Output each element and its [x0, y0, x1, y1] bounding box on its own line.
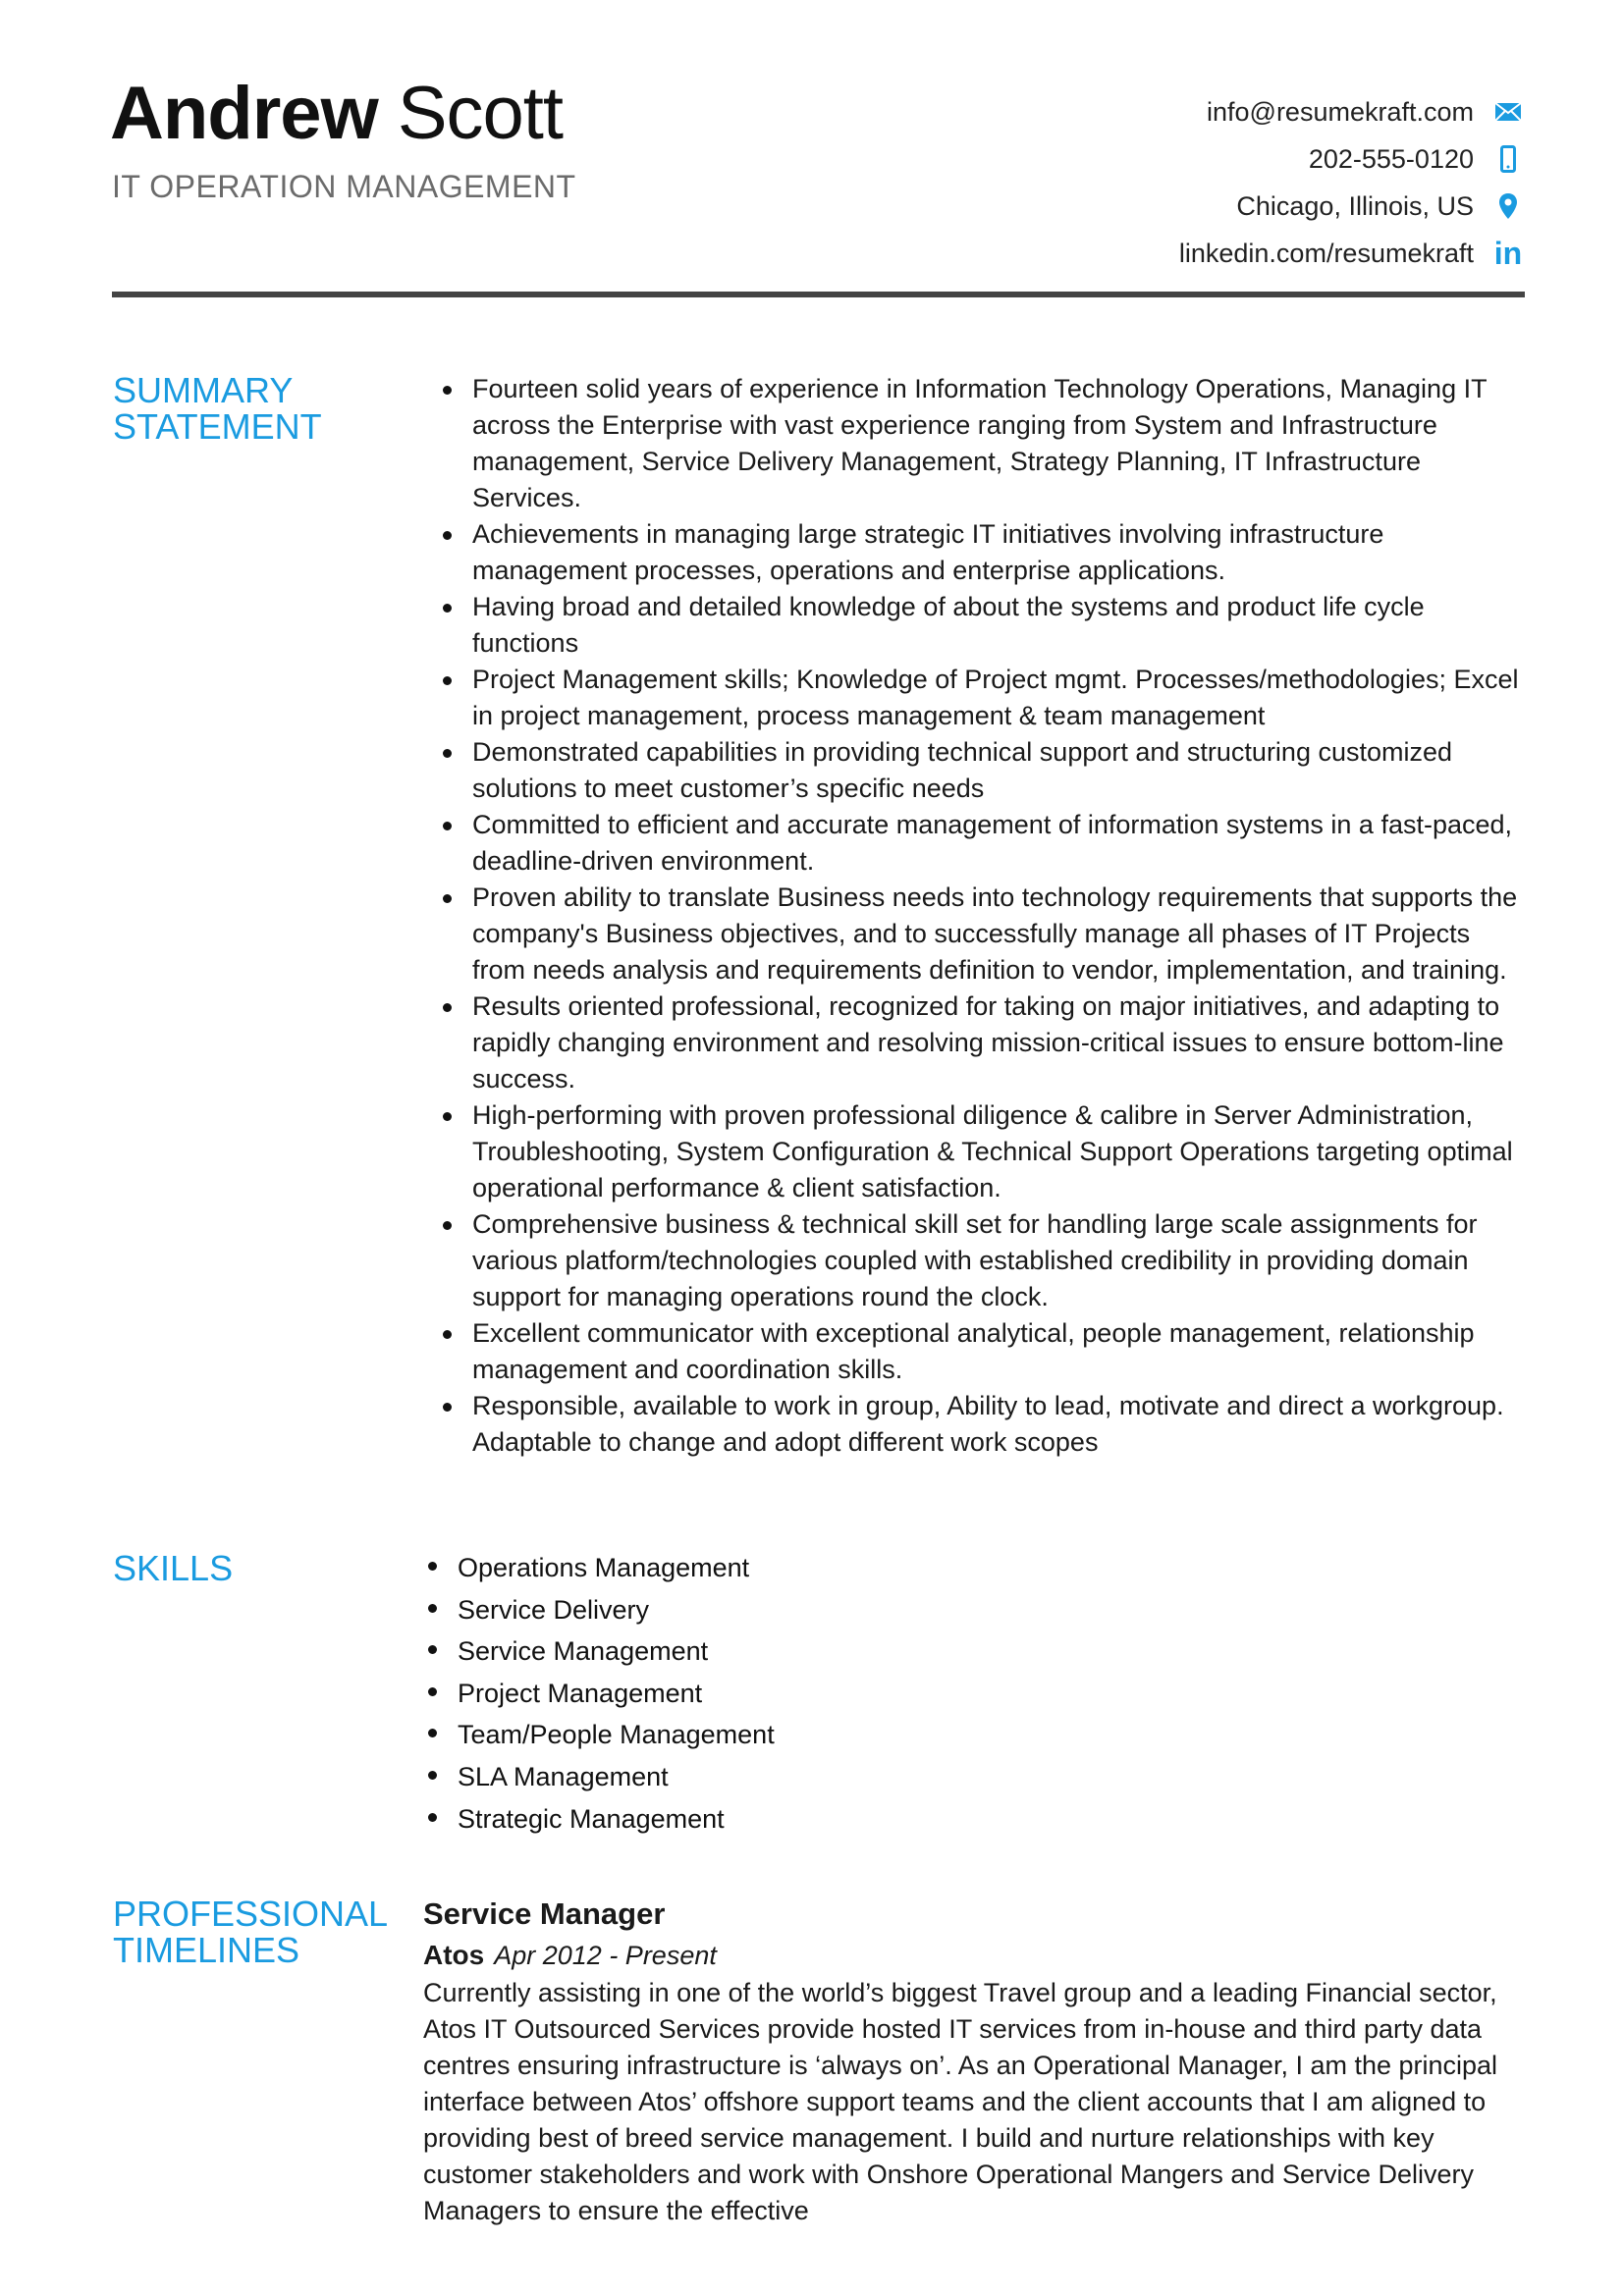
candidate-name — [110, 72, 564, 155]
list-item: Committed to efficient and accurate management of information systems in a fast-paced, deadline-driven environment. — [443, 807, 1528, 880]
job-meta — [423, 1936, 1528, 1975]
list-item: Having broad and detailed knowledge of about the systems and product life cycle functions — [443, 589, 1528, 662]
last-name: Scott — [397, 72, 564, 155]
summary-heading-line1: SUMMARY — [113, 370, 294, 410]
contact-linkedin[interactable] — [1179, 230, 1525, 277]
skill-item: Project Management — [428, 1673, 775, 1715]
list-item: Responsible, available to work in group, Ability to lead, motivate and direct a workgroup. Adaptable to change and adopt different work scopes — [443, 1388, 1528, 1461]
skill-item: Operations Management — [428, 1547, 775, 1589]
mobile-phone-icon — [1491, 145, 1525, 173]
envelope-icon — [1491, 102, 1525, 122]
list-item: Excellent communicator with exceptional analytical, people management, relationship management and coordination skills. — [443, 1315, 1528, 1388]
job-position: Service Manager — [423, 1896, 666, 1931]
list-item: Comprehensive business & technical skill set for handling large scale assignments for various platform/technologies coupled with established credibility in providing domain support for managing operations round the clock. — [443, 1206, 1528, 1315]
summary-heading-line2: STATEMENT — [113, 406, 322, 447]
contact-list — [1179, 88, 1525, 277]
summary-heading — [113, 372, 322, 445]
phone-text: 202-555-0120 — [1308, 143, 1474, 174]
contact-email[interactable] — [1179, 88, 1525, 135]
map-pin-icon — [1491, 192, 1525, 220]
list-item: Results oriented professional, recognized for taking on major initiatives, and adapting to rapidly changing environment and resolving mission-critical issues to ensure bottom-line success. — [443, 988, 1528, 1097]
job-company: Atos — [423, 1940, 485, 1970]
list-item: Demonstrated capabilities in providing technical support and structuring customized solutions to meet customer’s specific needs — [443, 734, 1528, 807]
skills-list — [428, 1547, 775, 1840]
list-item: Fourteen solid years of experience in Information Technology Operations, Managing IT across the Enterprise with vast experience ranging from System and Infrastructure management, Service Delivery Management, Strategy Planning, IT Infrastructure Services. — [443, 371, 1528, 516]
list-item: Project Management skills; Knowledge of Project mgmt. Processes/methodologies; Excel in project management, process management & team management — [443, 662, 1528, 734]
contact-phone[interactable] — [1179, 135, 1525, 183]
list-item: High-performing with proven professional diligence & calibre in Server Administration, Troubleshooting, System Configuration & Technical Support Operations targeting optimal operational performance & client satisfaction. — [443, 1097, 1528, 1206]
summary-list — [443, 371, 1528, 1461]
linkedin-icon: in — [1493, 235, 1523, 271]
job-entry — [423, 1893, 1528, 2229]
job-dates: Apr 2012 - Present — [494, 1941, 717, 1970]
header-divider — [112, 292, 1525, 297]
job-title-heading: IT OPERATION MANAGEMENT — [112, 169, 576, 204]
linkedin-text: linkedin.com/resumekraft — [1178, 238, 1474, 268]
list-item: Proven ability to translate Business needs into technology requirements that supports the company's Business objectives, and to successfully manage all phases of IT Projects from needs analysis and requirements definition to vendor, implementation, and training. — [443, 880, 1528, 988]
skill-item: SLA Management — [428, 1756, 775, 1798]
location-text: Chicago, Illinois, US — [1236, 190, 1474, 221]
email-text: info@resumekraft.com — [1207, 96, 1474, 127]
skill-item: Service Delivery — [428, 1589, 775, 1631]
experience-heading-line2: TIMELINES — [113, 1930, 300, 1970]
skill-item: Strategic Management — [428, 1798, 775, 1841]
list-item: Achievements in managing large strategic IT initiatives involving infrastructure management processes, operations and enterprise applications. — [443, 516, 1528, 589]
skill-item: Team/People Management — [428, 1714, 775, 1756]
job-description: Currently assisting in one of the world’s biggest Travel group and a leading Financial sector, Atos IT Outsourced Services provide hosted IT services from in-house and third party data centres ensuring infrastructure is ‘always on’. As an Operational Manager, I am the principal interface between Atos’ offshore support teams and the client accounts that I am aligned to providing best of breed service management. I build and nurture relationships with key customer stakeholders and work with Onshore Operational Mangers and Service Delivery Managers to ensure the effective — [423, 1978, 1498, 2225]
first-name: Andrew — [110, 72, 378, 155]
experience-heading — [113, 1896, 388, 1968]
experience-heading-line1: PROFESSIONAL — [113, 1894, 389, 1934]
skills-heading: SKILLS — [113, 1548, 234, 1588]
contact-location[interactable] — [1179, 183, 1525, 230]
skill-item: Service Management — [428, 1630, 775, 1673]
